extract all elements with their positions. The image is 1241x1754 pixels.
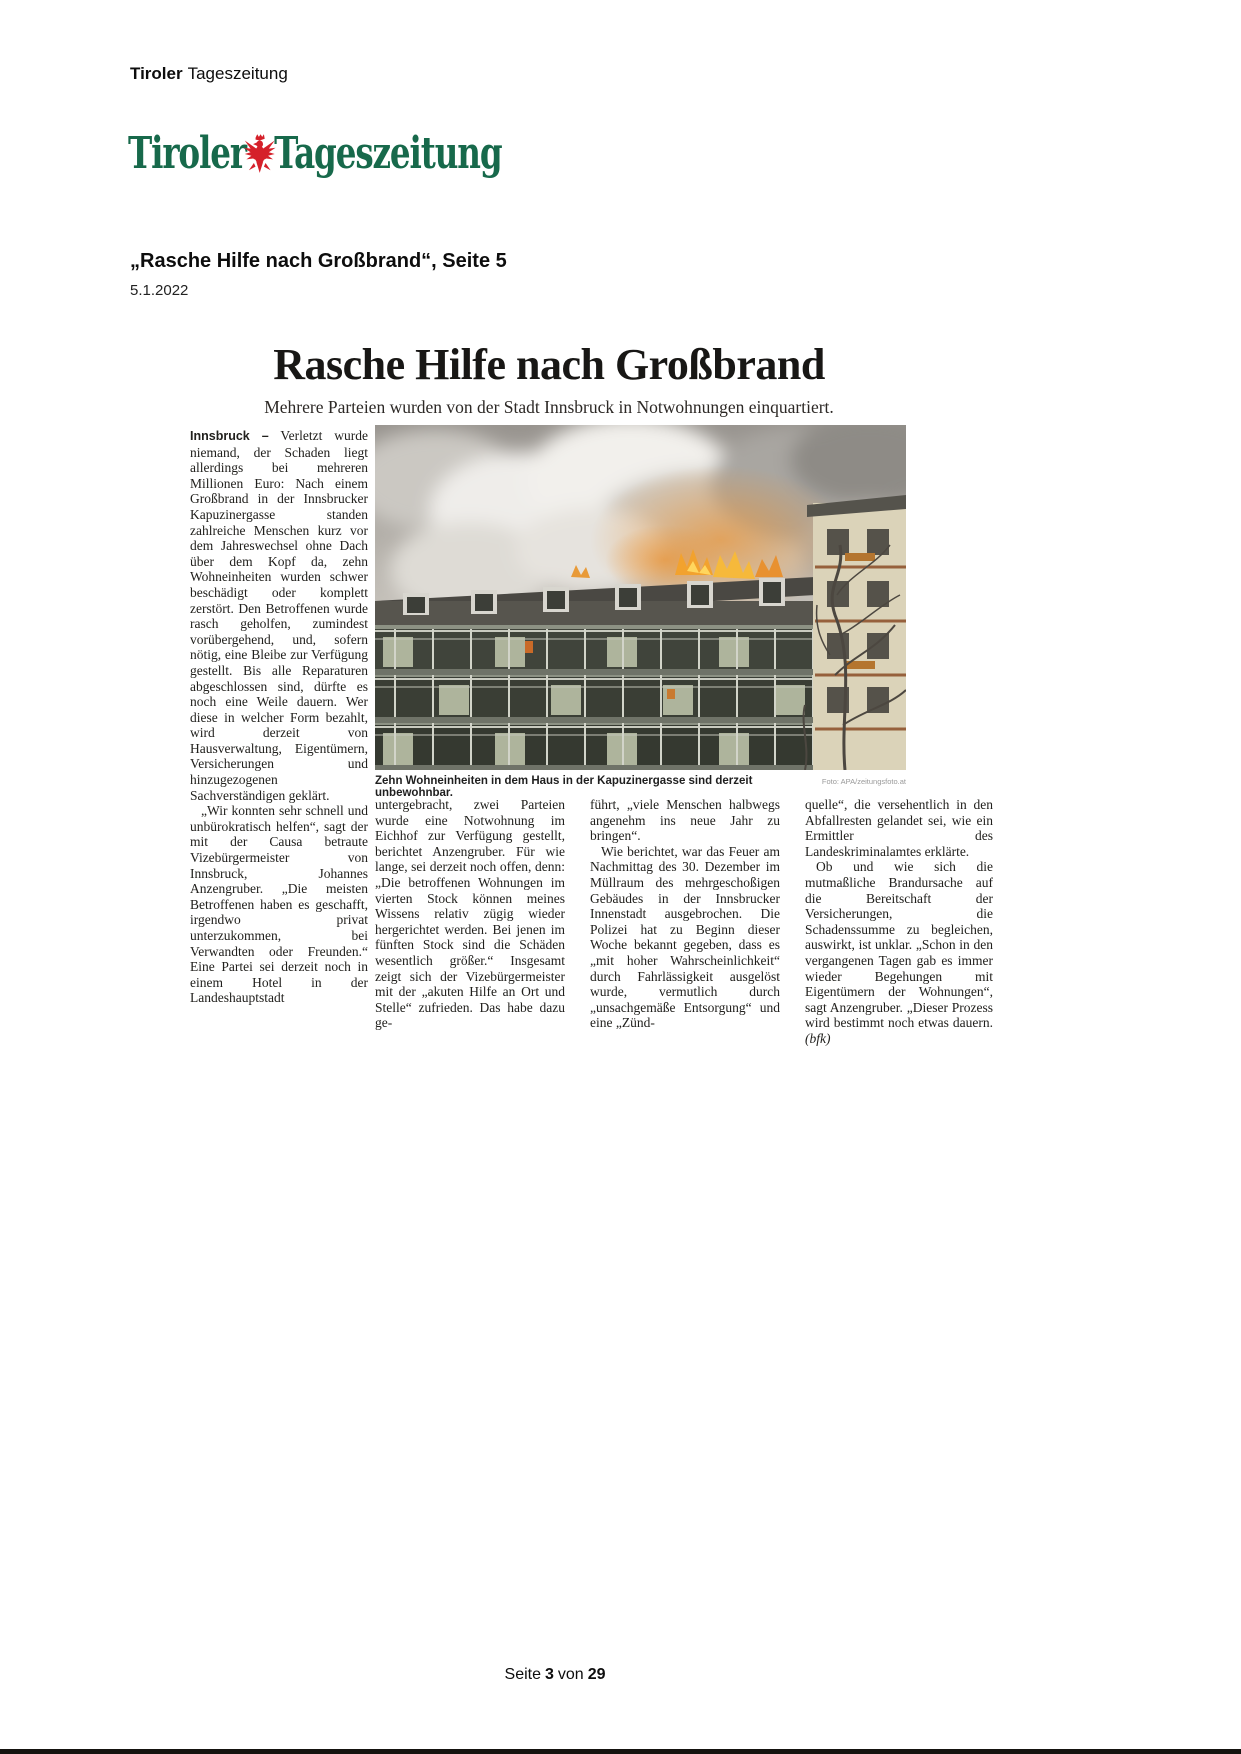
author-initials: (bfk) <box>805 1030 831 1046</box>
column1-text-1: Verletzt wurde niemand, der Schaden liegt allerdings bei mehreren Millionen Euro: Nach einem Großbrand in der Innsbrucker Kapuzinergasse standen zahlreiche Menschen kurz vor dem Jahreswechsel ohne Dach über dem Kopf da, zehn Wohneinheiten wurden schwer beschädigt oder komplett zerstört. Den Betroffenen wurde rasch geholfen, zumindest vorübergehend, und, sofern nötig, eine Bleibe zur Verfügung gestellt. Bis alle Reparaturen abgeschlossen sind, dürfte es noch eine Weile dauern. Wer diese in welcher Form bezahlt, wird derzeit von Hausverwaltung, Eigentümern, Versicherungen und hinzugezogenen Sachverständigen geklärt. <box>190 428 368 803</box>
photo-credit: Foto: APA/zeitungsfoto.at <box>821 777 906 786</box>
fire-photo-illustration <box>375 425 906 770</box>
logo-word-left: Tiroler <box>128 128 246 179</box>
article-photo <box>375 425 906 770</box>
page-number <box>0 1666 1110 1684</box>
article-column-3 <box>590 797 780 1031</box>
clipping-date: 5.1.2022 <box>130 282 189 299</box>
dateline: Innsbruck – <box>190 429 269 443</box>
column3-paragraph-1: führt, „viele Menschen halbwegs angenehm ins neue Jahr zu bringen“. <box>590 797 780 844</box>
page-bottom-edge <box>0 1749 1241 1754</box>
column4-paragraph-1: quelle“, die versehentlich in den Abfallresten gelandet sei, wie ein Ermittler des Landeskriminalamtes erklärte. <box>805 797 993 859</box>
article-column-4 <box>805 797 993 1047</box>
page-number-current: 3 <box>544 1666 554 1683</box>
page-number-total: 29 <box>587 1666 606 1683</box>
photo-caption: Zehn Wohneinheiten in dem Haus in der Kapuzinergasse sind derzeit unbewohnbar. <box>375 775 753 799</box>
masthead-brand-bold: Tiroler <box>130 64 183 83</box>
page-number-prefix: Seite <box>504 1666 541 1683</box>
page-number-middle: von <box>557 1666 584 1683</box>
column3-paragraph-2: Wie berichtet, war das Feuer am Nachmittag des 30. Dezember im Müllraum des mehrgeschoßigen Gebäudes in der Innsbrucker Innenstadt ausgebrochen. Die Polizei hat zu Beginn dieser Woche bekannt gegeben, dass es „mit hoher Wahrscheinlichkeit“ durch Fahrlässigkeit ausgelöst wurde, vermutlich durch „unsachgemäße Entsorgung“ und eine „Zünd- <box>590 843 780 1031</box>
right-building <box>807 495 906 770</box>
article-column-2 <box>375 797 565 1031</box>
balcony-rows <box>375 629 815 770</box>
clipping-title: „Rasche Hilfe nach Großbrand“, Seite 5 <box>130 250 507 272</box>
article-headline: Rasche Hilfe nach Großbrand <box>273 340 825 389</box>
newspaper-logo <box>128 128 502 179</box>
masthead-brand-regular: Tageszeitung <box>187 64 288 83</box>
column4-text: Ob und wie sich die mutmaßliche Brandursache auf die Bereitschaft der Versicherungen, die Schadenssumme zu begleichen, auswirkt, ist unklar. „Schon in den vergangenen Tagen gab es immer wieder Begehungen mit Eigentümern der Wohnungen“, sagt Anzengruber. „Dieser Prozess wird bestimmt noch etwas dauern. <box>805 859 993 1031</box>
article-subheadline: Mehrere Parteien wurden von der Stadt Innsbruck in Notwohnungen einquartiert. <box>264 397 834 417</box>
tyrolean-eagle-icon <box>243 132 276 176</box>
article-column-1 <box>190 428 368 1006</box>
masthead <box>130 64 288 84</box>
column4-paragraph-2 <box>805 859 993 1046</box>
column2-paragraph: untergebracht, zwei Parteien wurde eine Notwohnung im Eichhof zur Verfügung gestellt, berichtet Anzengruber. Für wie lange, sei derzeit noch offen, denn: „Die betroffenen Wohnungen im vierten Stock können meines Wissens relativ zügig wieder hergerichtet werden. Bei jenen im fünften Stock sind die Schäden wesentlich größer.“ Insgesamt zeigt sich der Vizebürgermeister mit der „akuten Hilfe an Ort und Stelle“ zufrieden. Das habe dazu ge- <box>375 797 565 1031</box>
column1-paragraph-1 <box>190 428 368 803</box>
logo-word-right: Tageszeitung <box>274 128 502 179</box>
column1-paragraph-2: „Wir konnten sehr schnell und unbürokratisch helfen“, sagt der mit der Causa betraute Vizebürgermeister von Innsbruck, Johannes Anzengruber. „Die meisten Betroffenen haben es geschafft, irgendwo privat unterzukommen, bei Verwandten oder Freunden.“ Eine Partei sei derzeit noch in einem Hotel in der Landeshauptstadt <box>190 803 368 1006</box>
photo-caption-row <box>375 775 906 799</box>
